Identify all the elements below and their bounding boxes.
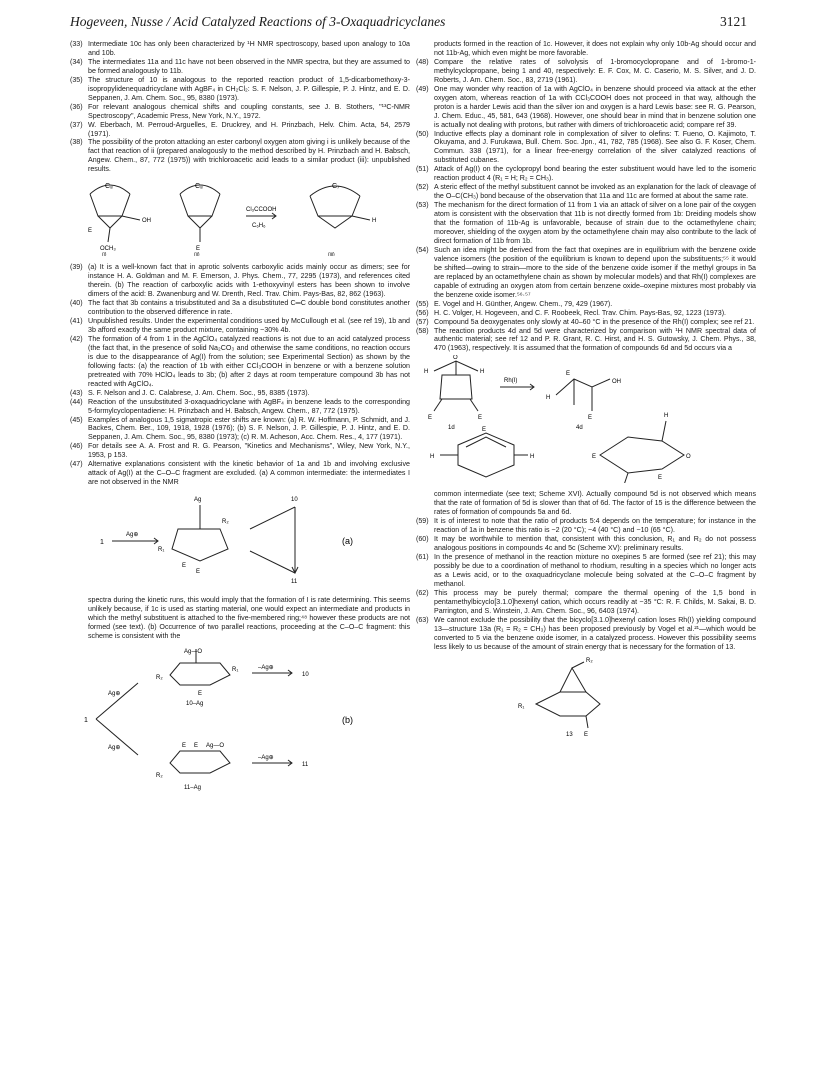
running-title: Hogeveen, Nusse / Acid Catalyzed Reactions of 3-Oxaquadricyclanes bbox=[70, 14, 446, 29]
scheme-a-r1: R₁ bbox=[158, 547, 165, 554]
footnote-49: (49) One may wonder why reaction of 1a with AgClO₄ in benzene should proceed via attack at the ether oxygen atom, whereas reaction of 1a with CCl₃COOH does not proceed in that way, although the proton is a harder Lewis acid than the silver ion and oxygen is a hard Lewis base: see R. G. Pearson, J. Chem. Educ., 45, 581, 643 (1968). However, one should bear in mind that in benzene solution one is actually not dealing with protons, but rather with dimers of trichloroacetic acid; compare ref 39. bbox=[416, 84, 756, 129]
label-ii: (ii) bbox=[194, 252, 200, 257]
rh-oh: OH bbox=[612, 379, 621, 386]
label-c7: C₇ bbox=[332, 183, 340, 191]
scheme-b-e-bot1: E bbox=[182, 742, 187, 749]
rh-o-1: O bbox=[453, 355, 458, 362]
footnote-63: (63) We cannot exclude the possibility that the bicyclo[3.1.0]hexenyl cation loses Rh(I) yielding compound 13—structure 13a (R₁ = R₂ = CH₃) has been proposed previously by Vogel et al.²¹—which would be converted to 5 via the benzene oxide isomer, in a catalyzed process. However this possibility seems less likely to us because of the amount of strain energy that is necessary for the formation of 13. bbox=[416, 615, 756, 651]
scheme-b bbox=[70, 643, 410, 793]
scheme-a-ag-atom: Ag bbox=[194, 497, 202, 504]
footnote-59: (59) It is of interest to note that the ratio of products 5:4 depends on the temperature; for instance in the reaction of 1a in benzene this ratio is ~2 (20 °C); ~4 (40 °C) and ~10 (65 °C). bbox=[416, 517, 756, 535]
reagent-bottom: C₆H₆ bbox=[252, 223, 266, 230]
footnote-34: (34) The intermediates 11a and 11c have not been observed in the NMR spectra, but they are assumed to be formed analogously to 11b. bbox=[70, 57, 410, 75]
rh-h-2: H bbox=[480, 369, 485, 376]
scheme-b-one: 1 bbox=[84, 716, 88, 724]
scheme-b-r2-bot: R₂ bbox=[156, 772, 163, 779]
rh-e-4: E bbox=[588, 415, 593, 422]
scheme-b-lab10: 10–Ag bbox=[186, 700, 204, 707]
scheme-b-eleven: 11 bbox=[302, 761, 309, 768]
s13-r1: R₁ bbox=[518, 703, 525, 710]
footnote-60: (60) It may be worthwhile to mention that, consistent with this conclusion, R₁ and R₂ do not possess analogous positions in compounds 4c and 5c (Scheme XV): preliminary results. bbox=[416, 535, 756, 553]
rh-e-6: E bbox=[592, 454, 597, 461]
scheme-a bbox=[70, 489, 410, 589]
rh-label-4d: 4d bbox=[576, 425, 583, 432]
footnote-47: (47) Alternative explanations consistent with the kinetic behavior of 1a and 1b and involving exclusive attack of Ag(I) at the C–O–C fragment are excluded. (a) A common intermediate: the intermediates I are not observed in the NMR bbox=[70, 460, 410, 487]
rh-h-5: H bbox=[530, 454, 535, 461]
rh-e-3: E bbox=[566, 371, 571, 378]
footnote-37: (37) W. Eberbach, M. Perroud-Arguelles, E. Druckrey, and H. Prinzbach, Helv. Chim. Acta, 54, 2579 (1971). bbox=[70, 120, 410, 138]
scheme-a-e2: E bbox=[182, 563, 187, 570]
scheme-rh bbox=[416, 355, 756, 483]
right-column bbox=[416, 40, 756, 745]
label-c8-a: C₈ bbox=[105, 183, 113, 191]
scheme-a-11: 11 bbox=[291, 579, 298, 586]
footnote-41: (41) Unpublished results. Under the experimental conditions used by McCullough et al. (see ref 19), 1b and 3b afford exactly the same product mixture, containing ~30% 4b. bbox=[70, 317, 410, 334]
scheme-b-r2-top: R₂ bbox=[156, 674, 163, 681]
footnote-40: (40) The fact that 3b contains a trisubstituted and 3a a disubstituted C═C double bond constitutes another contribution to the observed difference in rate. bbox=[70, 299, 410, 317]
scheme-b-ten: 10 bbox=[302, 671, 309, 678]
scheme-b-lab11: 11–Ag bbox=[184, 784, 201, 791]
page-number: 3121 bbox=[720, 14, 747, 29]
footnote-44: (44) Reaction of the unsubstituted 3-oxaquadricyclane with AgBF₄ in benzene leads to the corresponding 5-formylcyclopentadiene: H. Prinzbach and H. Babsch, Angew. Chem., 87, 772 (1975). bbox=[70, 397, 410, 415]
scheme-a-ag: Ag⊕ bbox=[126, 532, 139, 539]
scheme-b-ago-top: Ag—O bbox=[184, 648, 203, 655]
footnote-55: (55) E. Vogel and H. Günther, Angew. Chem., 79, 429 (1967). bbox=[416, 299, 613, 308]
label-e-a: E bbox=[88, 228, 93, 235]
footnote-45: (45) Examples of analogous 1,5 sigmatropic ester shifts are known: (a) R. W. Hoffmann, P. Schmidt, and J. Backes, Chem. Ber., 109, 1918, 1928 (1976); (b) S. F. Nelson, J. P. Gillespie, P. J. Hintz, and E. D. Seppanen, J. Am. Chem. Soc., 95, 8380 (1973); (c) R. M. Acheson, Acc. Chem. Res., 4, 177 (1971). bbox=[70, 415, 410, 442]
s13-label: 13 bbox=[566, 731, 573, 738]
footnote-53: (53) The mechanism for the direct formation of 11 from 1 via an attack of silver on a lone pair of the oxygen atom is consistent with the observation that 11b is not directly formed from 1b: Dreiding models show that the formation of 11b-Ag is unfavorable, because of strain due to the octamethylene chain; moreover, shielding of the oxygen atom by the octamethylene chain may also contribute to the lack of direct formation of 11b from 1b. bbox=[416, 201, 756, 245]
rh-h-6: H bbox=[664, 413, 669, 420]
structure-figure-38 bbox=[70, 176, 410, 256]
footnote-50: (50) Inductive effects play a dominant role in complexation of silver to olefins: T. Fueno, O. Kajimoto, T. Okuyama, and J. Furukawa, Bull. Chem. Soc. Jpn., 41, 782, 785 (1968). See also G. F. Koser, Chem. Commun. 338 (1971), for a linear free-energy correlation of the silver catalyzed reactions of substituted cubanes. bbox=[416, 129, 756, 165]
footnote-47-continued: spectra during the kinetic runs, this would imply that the formation of I is rate determining. This seems unlikely because, if 1c is used as starting material, one would expect an intermediate and products in which the methyl substituent is attached to the five-membered ring;⁴⁸ however these products are not formed (see text). (b) Occurrence of two parallel reactions, proceeding at the C–O–C fragment: this scheme is consistent with the bbox=[88, 596, 410, 640]
rh-reagent: Rh(I) bbox=[504, 378, 518, 385]
footnote-58-continued: common intermediate (see text; Scheme XVI). Actually compound 5d is not observed which means that the rate of formation of 5d is slower than that of 6d. The factor of 15 is the difference between the rates of formation of compounds 5a and 6d. bbox=[434, 490, 756, 517]
scheme-b-minus2: –Ag⊕ bbox=[258, 754, 274, 761]
rh-e-5: E bbox=[482, 427, 487, 434]
scheme-a-label: (a) bbox=[342, 536, 353, 547]
footnote-36: (36) For relevant analogous chemical shifts and coupling constants, see J. B. Stothers, "¹³C-NMR Spectroscopy", Academic Press, New York, N.Y., 1972. bbox=[70, 102, 410, 120]
label-och3: OCH₃ bbox=[100, 246, 116, 253]
footnote-61: (61) In the presence of methanol in the reaction mixture no oxepines 5 are formed (see ref 21); this may possibly be due to a coordination of methanol to rhodium, resulting in a species which no longer acts as a Lewis acid, or to the oxaquadricyclane molecule being solvated at the C–O–C fragment by methanol. bbox=[416, 553, 756, 588]
footnote-46: (46) For details see A. A. Frost and R. G. Pearson, "Kinetics and Mechanisms", Wiley, New York, N.Y., 1953, p 153. bbox=[70, 442, 410, 460]
footnote-39: (39) (a) It is a well-known fact that in aprotic solvents carboxylic acids mainly occur as dimers; see for instance H. A. Goldman and M. F. Emerson, J. Phys. Chem., 77, 2295 (1973), and references cited therein. (b) The reaction of carboxylic acids with 1-ethoxyvinyl esters has been shown to involve dimers of the acid: B. Zwanenburg and W. Drenth, Recl. Trav. Chim. Pays-Bas, 82, 862 (1963). bbox=[70, 263, 410, 299]
scheme-b-ago-bottom: Ag—O bbox=[206, 742, 225, 749]
footnote-52: (52) A steric effect of the methyl substituent cannot be invoked as an explanation for the lack of cleavage of the O–C(CH₃) bond because of the observation that 11a and 11c are formed at about the same rate. bbox=[416, 183, 756, 201]
rh-e-1: E bbox=[428, 415, 433, 422]
rh-h-4: H bbox=[430, 454, 435, 461]
rh-e-2: E bbox=[478, 415, 483, 422]
label-c8-b: C₈ bbox=[195, 183, 203, 191]
scheme-b-e-bot2: E bbox=[194, 742, 199, 749]
scheme-a-one: 1 bbox=[100, 539, 104, 547]
scheme-b-ag1: Ag⊕ bbox=[108, 690, 121, 697]
rh-h-3: H bbox=[546, 395, 551, 402]
rh-o-2: O bbox=[686, 454, 691, 461]
footnote-56: (56) H. C. Volger, H. Hogeveen, and C. F. Roobeek, Recl. Trav. Chim. Pays-Bas, 92, 1223 (1973). bbox=[416, 308, 727, 317]
s13-e: E bbox=[584, 731, 589, 738]
footnote-42: (42) The formation of 4 from 1 in the AgClO₄ catalyzed reactions is not due to an acid catalyzed process (the fact that, in the presence of solid Na₂CO₃ and otherwise the same conditions, no reaction occurs is due to the disappearance of Ag(I) from the solution; see Experimental Section) as shown by the following facts: (a) the reaction of 1b with either CCl₃COOH in benzene or with a benzene solution pretreated with 70% HClO₄ leads to 3b; (b) after 2 days at room temperature compound 3b has not reacted with AgClO₄. bbox=[70, 334, 410, 388]
label-i: (i) bbox=[102, 252, 107, 257]
rh-h-1: H bbox=[424, 369, 429, 376]
footnote-47-continued-right: products formed in the reaction of 1c. However, it does not explain why only 10b-Ag should occur and not 11b-Ag, which even might be more favorable. bbox=[434, 40, 756, 57]
scheme-a-r2: R₂ bbox=[222, 519, 229, 526]
label-oh: OH bbox=[142, 218, 151, 225]
structure-13 bbox=[416, 654, 756, 738]
scheme-a-10: 10 bbox=[291, 497, 298, 504]
scheme-b-e-top: E bbox=[198, 690, 203, 697]
rh-e-7: E bbox=[658, 475, 663, 482]
footnote-38: (38) The possibility of the proton attacking an ester carbonyl oxygen atom giving i is unlikely because of the fact that reaction of ii (prepared analogously to the method described by H. Prinzbach and H. Babsch, Angew. Chem., 87, 772 (1975)) with trichloroacetic acid leads to a similar product (iii): unpublished results. bbox=[70, 138, 410, 174]
footnote-43: (43) S. F. Nelson and J. C. Calabrese, J. Am. Chem. Soc., 95, 8385 (1973). bbox=[70, 388, 310, 397]
scheme-b-r1: R₁ bbox=[232, 666, 239, 673]
label-iii: (iii) bbox=[328, 252, 335, 257]
footnote-62: (62) This process may be purely thermal; compare the thermal opening of the 1,5 bond in pentamethylbicyclo[3.1.0]hexenyl cation, which occurs readily at −35 °C: R. F. Childs, M. Sakai, B. D. Parrington, and S. Winstein, J. Am. Chem. Soc., 96, 6403 (1974). bbox=[416, 588, 756, 615]
s13-r2: R₂ bbox=[586, 657, 593, 664]
footnote-33: (33) Intermediate 10c has only been characterized by ¹H NMR spectroscopy, based upon analogy to 10a and 10b. bbox=[70, 40, 410, 57]
footnote-58: (58) The reaction products 4d and 5d were characterized by comparison with ¹H NMR spectral data of authentic material; see ref 12 and P. R. Grant, R. C. Hirst, and H. S. Gutowsky, J. Chem. Phys., 38, 470 (1963), respectively. It is assumed that the formation of compounds 6d and 5d occurs via a bbox=[416, 326, 756, 353]
footnote-35: (35) The structure of 10 is analogous to the reported reaction product of 1,5-dicarbomethoxy-3-isopropylidenequadricyclane with AgBF₄ in CH₂Cl₂: S. F. Nelson, J. P. Gillespie, P. J. Hintz, and E. D. Seppanen, J. Am. Chem. Soc., 95, 8380 (1973). bbox=[70, 75, 410, 102]
label-h: H bbox=[372, 218, 377, 225]
reagent-top: Cl₃CCOOH bbox=[246, 207, 277, 214]
rh-label-1d: 1d bbox=[448, 425, 455, 432]
scheme-b-ag2: Ag⊕ bbox=[108, 744, 121, 751]
scheme-b-label: (b) bbox=[342, 714, 353, 725]
scheme-a-e1: E bbox=[196, 569, 201, 576]
footnote-48: (48) Compare the relative rates of solvolysis of 1-bromocyclopropane and of 1-bromo-1-methylcyclopropane, being 1 and 40, respectively: E. F. Cox, M. C. Caserio, M. S. Silver, and J. D. Roberts, J. Am. Chem. Soc., 83, 2719 (1961). bbox=[416, 57, 756, 84]
label-e-b: E bbox=[196, 246, 201, 253]
footnote-57: (57) Compound 5a deoxygenates only slowly at 40–60 °C in the presence of the Rh(I) complex; see ref 21. bbox=[416, 317, 755, 326]
footnote-54: (54) Such an idea might be derived from the fact that oxepines are in equilibrium with the benzene oxide valence isomers (the position of the equilibrium is known to depend upon the substituents;⁵⁵ it would be shifted—owing to strain—more to the side of the benzene oxide isomer if the methyl groups in 5a are replaced by an octamethylene chain as shown by molecular models) and that Rh(I) complexes are capable of extruding an oxygen atom from certain benzene oxide–oxepine mixtures most probably via the benzene oxide isomer.⁵⁶·⁵⁷ bbox=[416, 245, 756, 299]
left-column bbox=[70, 40, 410, 800]
footnote-51: (51) Attack of Ag(I) on the cyclopropyl bond bearing the ester substituent would have led to the isomeric reaction product 4 (R₁ = H; R₂ = CH₃). bbox=[416, 165, 756, 183]
scheme-b-minus1: –Ag⊕ bbox=[258, 664, 274, 671]
